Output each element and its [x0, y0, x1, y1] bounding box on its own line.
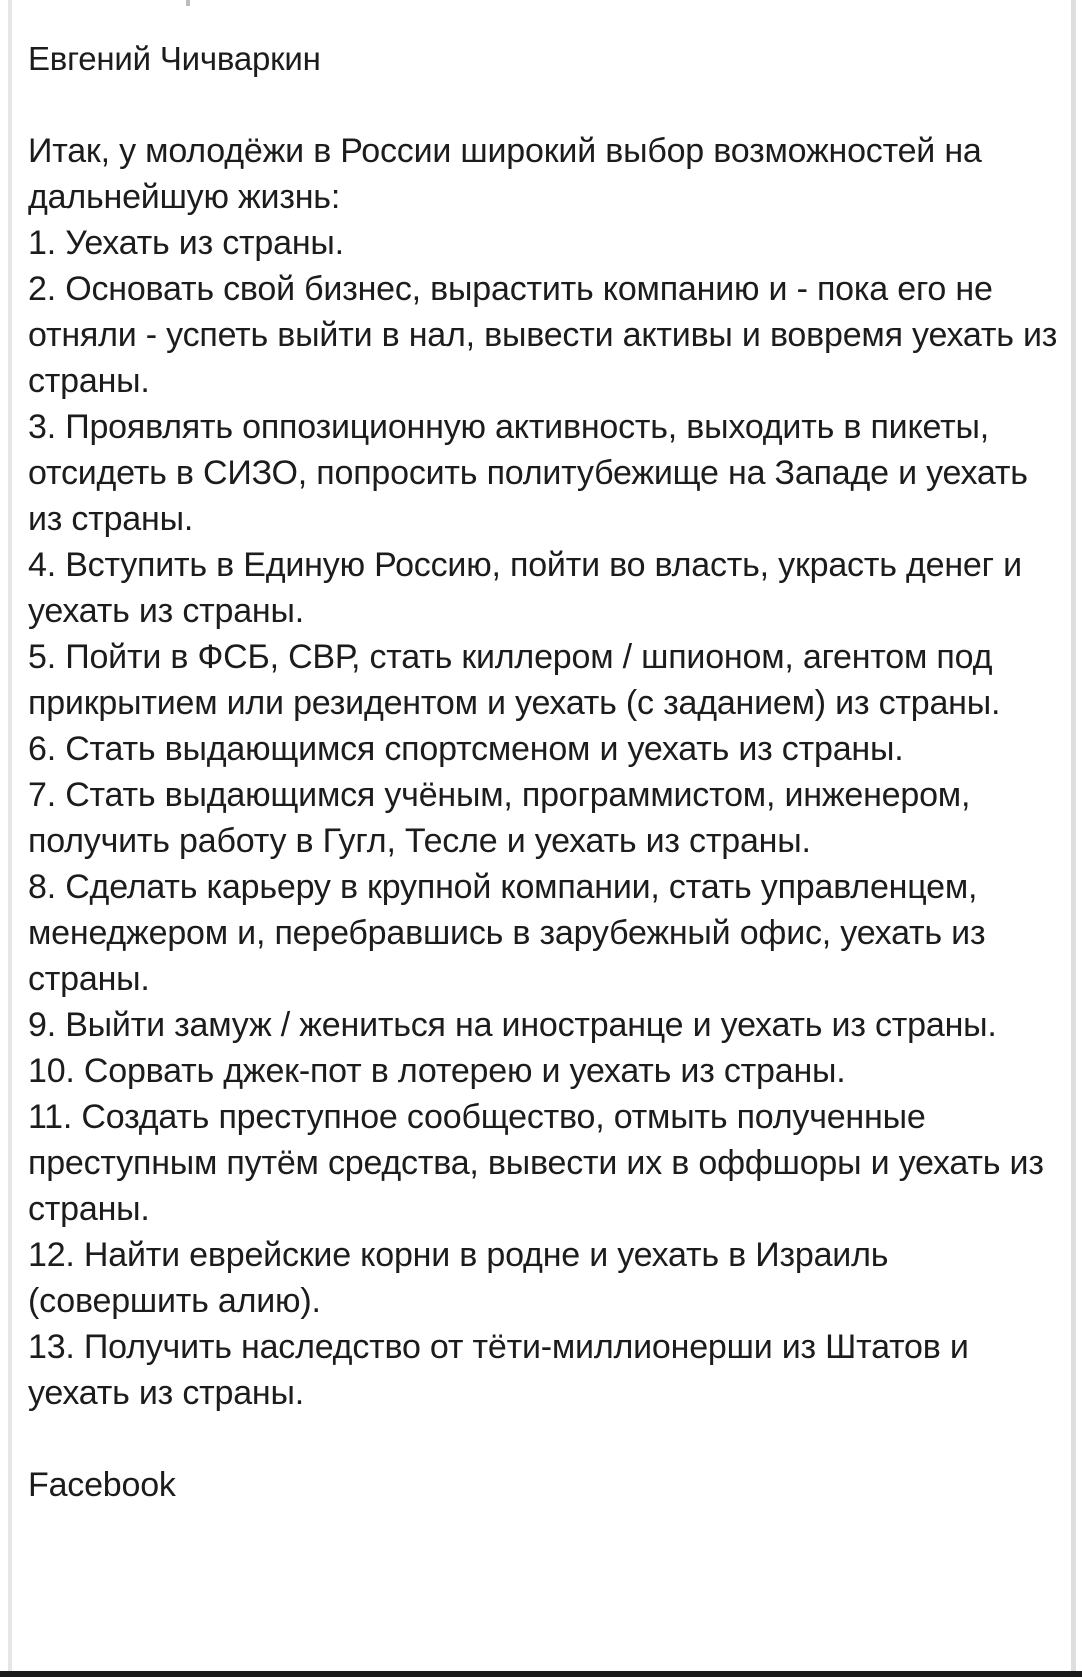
- list-item: 11. Создать преступное сообщество, отмыть полученные преступным путём средства, вывести их в оффшоры и уехать из страны.: [28, 1098, 1044, 1228]
- list-item: 1. Уехать из страны.: [28, 224, 344, 262]
- list-item: 8. Сделать карьеру в крупной компании, стать управленцем, менеджером и, перебравшись в зарубежный офис, уехать из страны.: [28, 868, 986, 998]
- list-item: 6. Стать выдающимся спортсменом и уехать из страны.: [28, 730, 904, 768]
- post-body: [28, 30, 1058, 1508]
- top-edge-mark: [186, 0, 190, 6]
- list-item: 2. Основать свой бизнес, вырастить компанию и - пока его не отняли - успеть выйти в нал, вывести активы и вовремя уехать из страны.: [28, 270, 1058, 400]
- list-item: 13. Получить наследство от тёти-миллионерши из Штатов и уехать из страны.: [28, 1328, 969, 1412]
- bottom-divider: [0, 1671, 1082, 1677]
- list-item: 9. Выйти замуж / жениться на иностранце и уехать из страны.: [28, 1006, 997, 1044]
- list-item: 3. Проявлять оппозиционную активность, выходить в пикеты, отсидеть в СИЗО, попросить политубежище на Западе и уехать из страны.: [28, 408, 1028, 538]
- list-item: 5. Пойти в ФСБ, СВР, стать киллером / шпионом, агентом под прикрытием или резидентом и уехать (с заданием) из страны.: [28, 638, 1001, 722]
- list-item: 4. Вступить в Единую Россию, пойти во власть, украсть денег и уехать из страны.: [28, 546, 1022, 630]
- post-intro: Итак, у молодёжи в России широкий выбор возможностей на дальнейшую жизнь:: [28, 132, 982, 216]
- right-border: [1071, 0, 1076, 1672]
- post-source: Facebook: [28, 1466, 176, 1504]
- options-list: [28, 220, 1058, 1416]
- left-border: [8, 0, 12, 1672]
- list-item: 12. Найти еврейские корни в родне и уехать в Израиль (совершить алию).: [28, 1236, 889, 1320]
- post-author: Евгений Чичваркин: [28, 40, 321, 77]
- list-item: 10. Сорвать джек-пот в лотерею и уехать из страны.: [28, 1052, 846, 1090]
- list-item: 7. Стать выдающимся учёным, программистом, инженером, получить работу в Гугл, Тесле и уехать из страны.: [28, 776, 971, 860]
